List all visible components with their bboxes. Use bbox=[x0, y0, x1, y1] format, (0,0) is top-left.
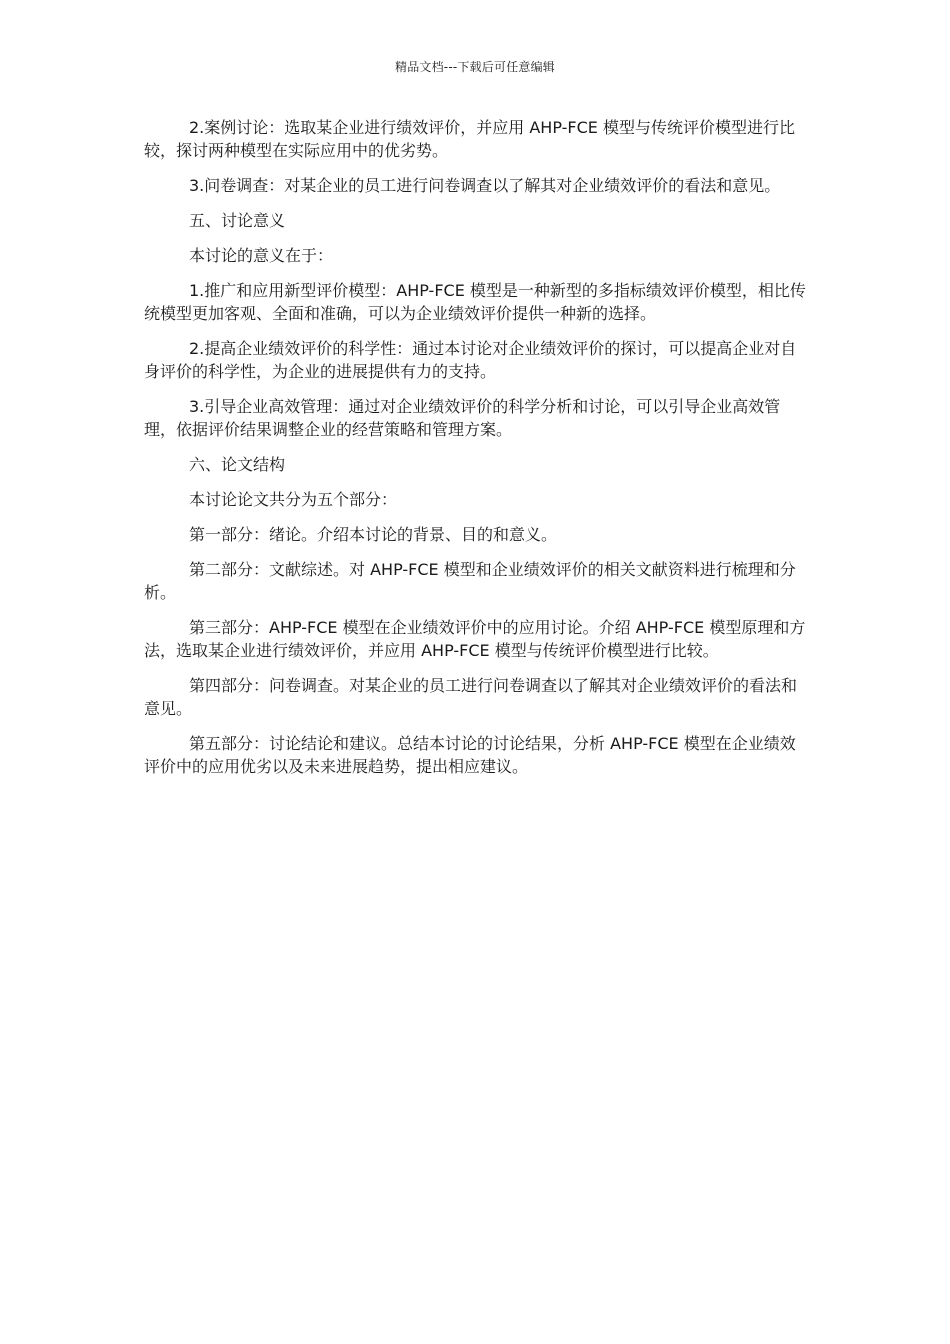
paragraph-part-3: 第三部分：AHP-FCE 模型在企业绩效评价中的应用讨论。介绍 AHP-FCE 模型原理和方法，选取某企业进行绩效评价，并应用 AHP-FCE 模型与传统评价模型进行比较。 bbox=[144, 618, 806, 660]
paragraph-significance-intro: 本讨论的意义在于： bbox=[189, 246, 334, 265]
paragraph-structure-intro: 本讨论论文共分为五个部分： bbox=[189, 490, 398, 509]
paragraph-part-5: 第五部分：讨论结论和建议。总结本讨论的讨论结果，分析 AHP-FCE 模型在企业绩效评价中的应用优劣以及未来进展趋势，提出相应建议。 bbox=[144, 734, 796, 776]
paragraph-part-1: 第一部分：绪论。介绍本讨论的背景、目的和意义。 bbox=[189, 525, 558, 544]
paragraph-significance-1: 1.推广和应用新型评价模型：AHP-FCE 模型是一种新型的多指标绩效评价模型，相比传统模型更加客观、全面和准确，可以为企业绩效评价提供一种新的选择。 bbox=[144, 281, 806, 323]
paragraph-part-2: 第二部分：文献综述。对 AHP-FCE 模型和企业绩效评价的相关文献资料进行梳理和分析。 bbox=[144, 560, 796, 602]
paragraph-part-4: 第四部分：问卷调查。对某企业的员工进行问卷调查以了解其对企业绩效评价的看法和意见。 bbox=[144, 676, 798, 718]
paragraph-significance-2: 2.提高企业绩效评价的科学性：通过本讨论对企业绩效评价的探讨，可以提高企业对自身评价的科学性，为企业的进展提供有力的支持。 bbox=[144, 339, 797, 381]
paragraph-case-discussion: 2.案例讨论：选取某企业进行绩效评价，并应用 AHP-FCE 模型与传统评价模型进行比较，探讨两种模型在实际应用中的优劣势。 bbox=[144, 118, 795, 160]
page-header: 精品文档---下载后可任意编辑 bbox=[395, 60, 555, 74]
paragraph-significance-3: 3.引导企业高效管理：通过对企业绩效评价的科学分析和讨论，可以引导企业高效管理，依据评价结果调整企业的经营策略和管理方案。 bbox=[144, 397, 781, 439]
section-heading-structure: 六、论文结构 bbox=[189, 455, 286, 474]
paragraph-questionnaire: 3.问卷调查：对某企业的员工进行问卷调查以了解其对企业绩效评价的看法和意见。 bbox=[189, 176, 781, 195]
section-heading-significance: 五、讨论意义 bbox=[189, 211, 286, 230]
document-body bbox=[144, 116, 808, 790]
